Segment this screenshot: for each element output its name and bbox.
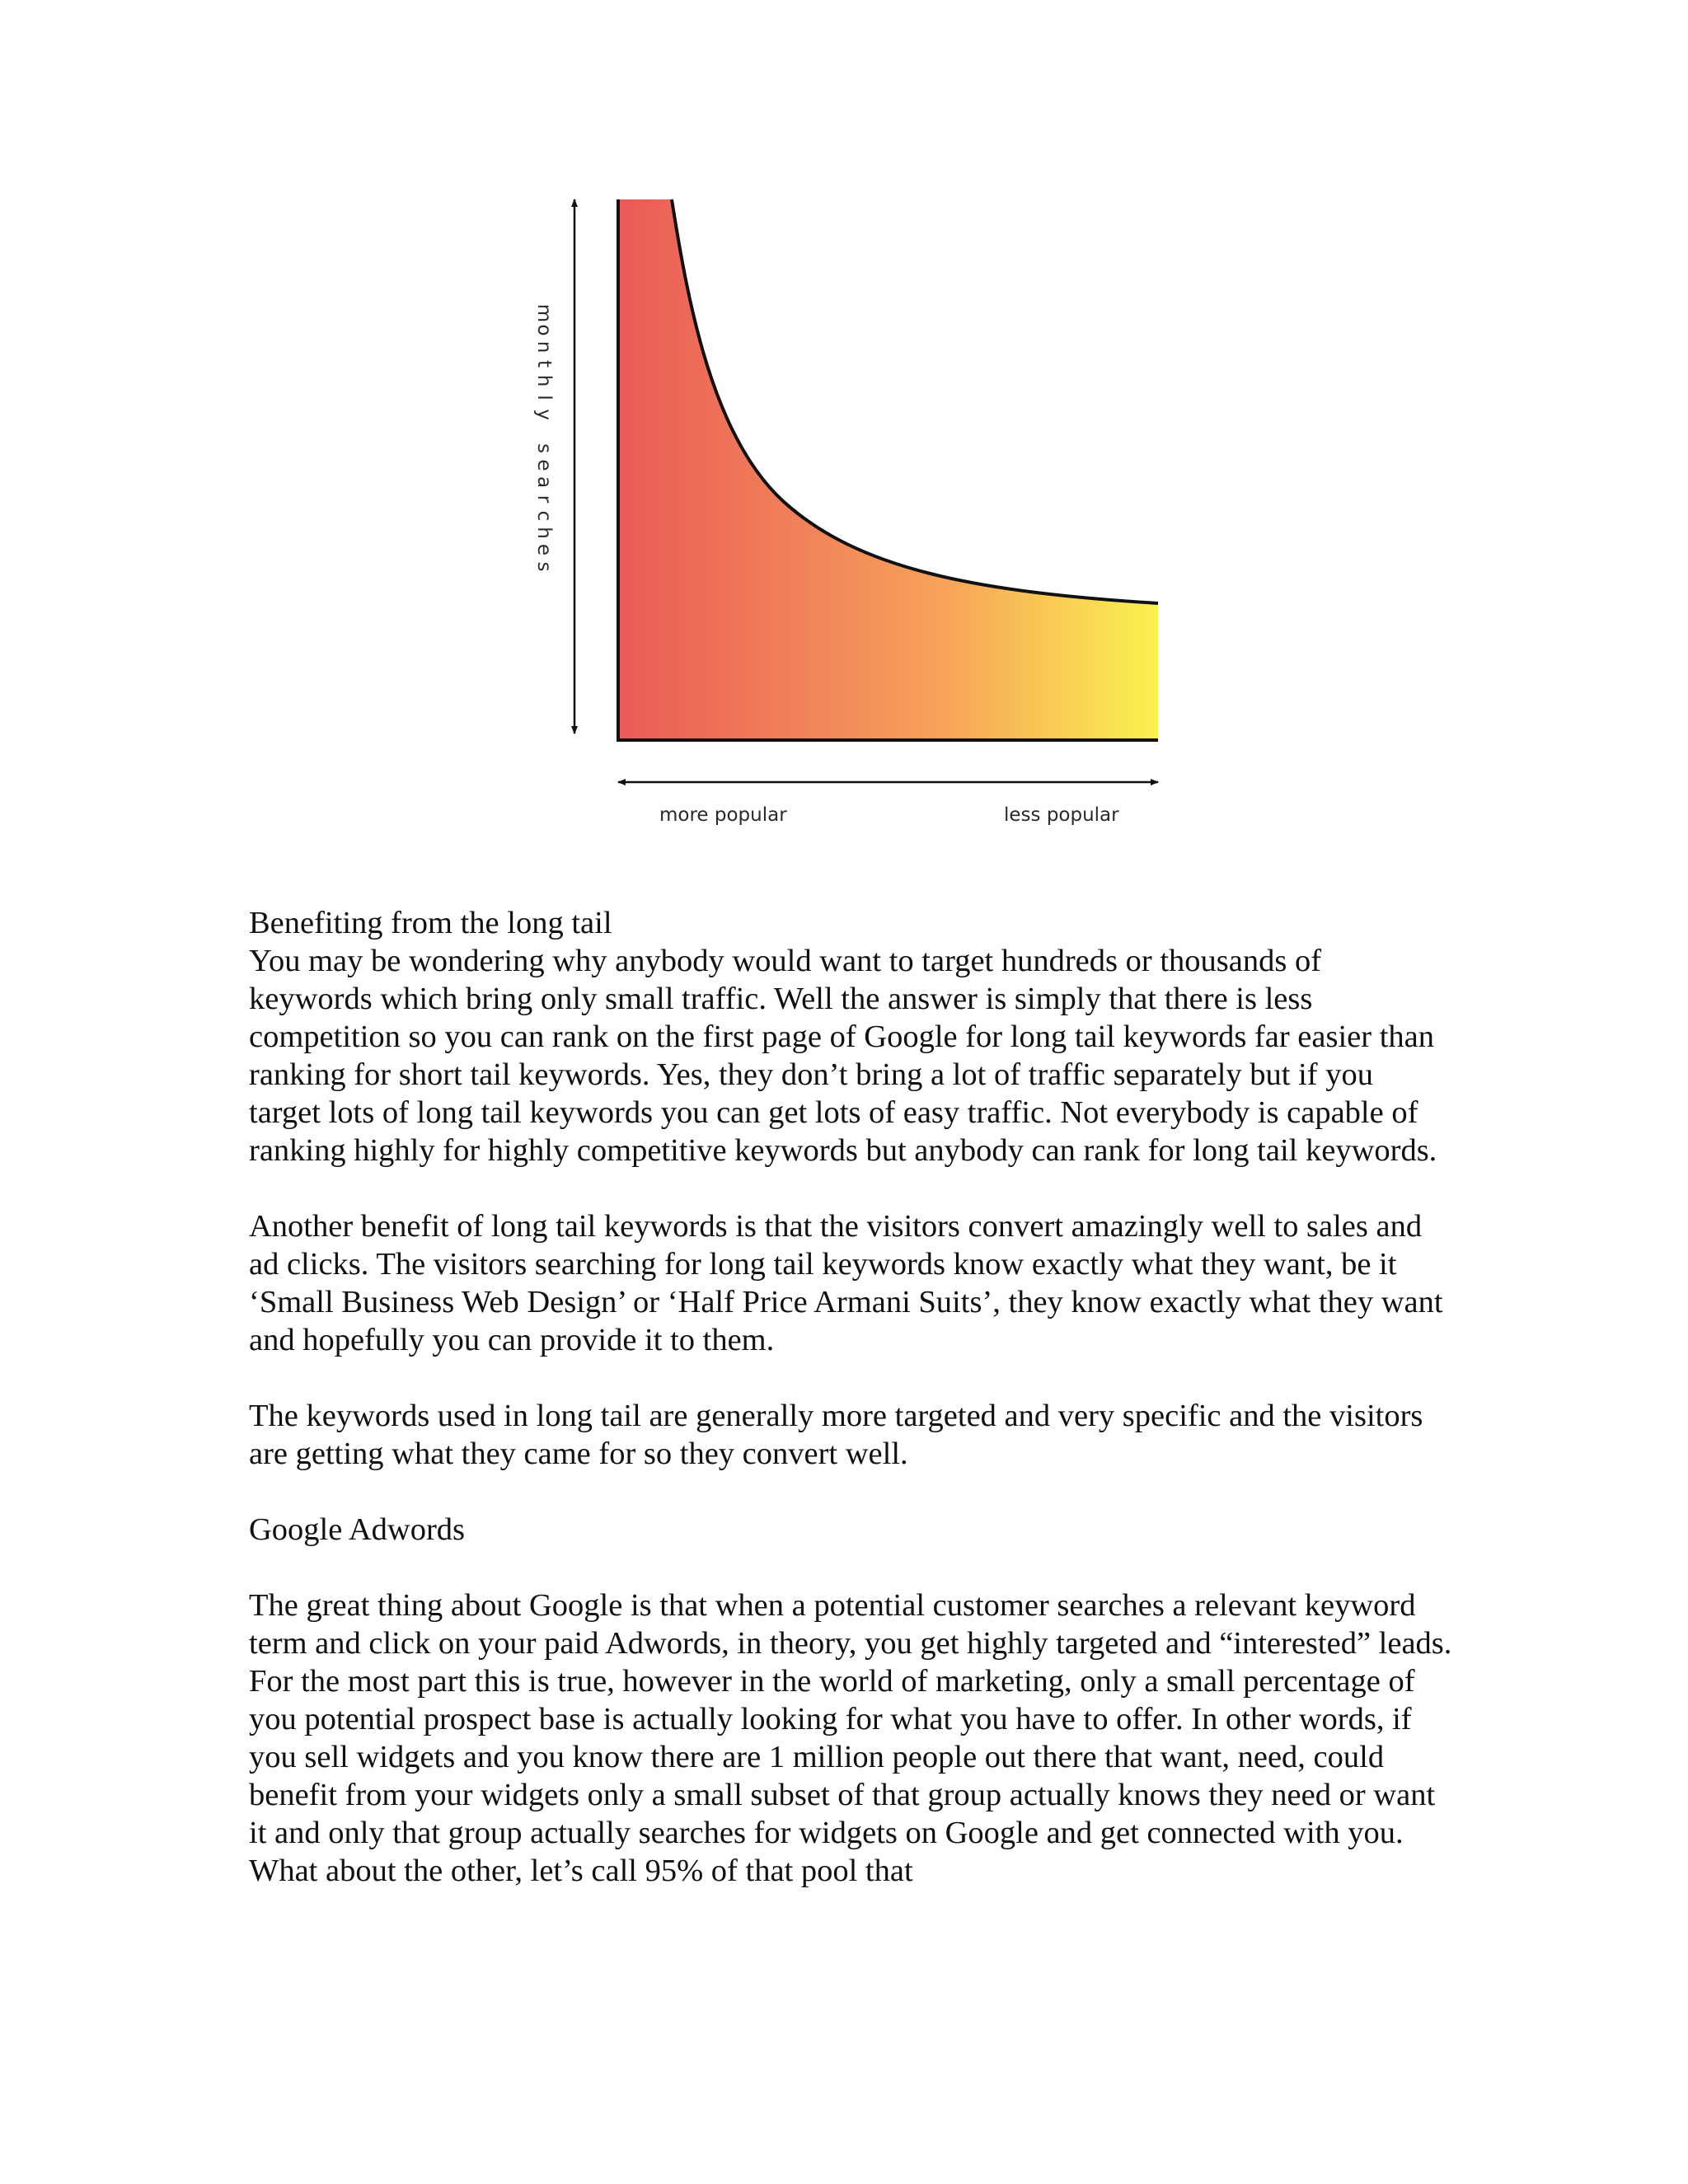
y-axis-label (533, 304, 555, 572)
y-axis-label-letter: y (533, 409, 555, 420)
y-axis-label-letter: m (533, 303, 555, 323)
long-tail-figure (511, 181, 1170, 841)
paragraph: You may be wondering why anybody would want to target hundreds or thousands of keywords which bring only small traffic. Well the answer is simply that there is less competition so you can rank on the first page of Google for long tail keywords far easier than ranking for short tail keywords. Yes, they don’t bring a lot of traffic separately but if you target lots of long tail keywords you can get lots of easy traffic. Not everybody is capable of ranking highly for highly competitive keywords but anybody can rank for long tail keywords. (249, 944, 1437, 1168)
y-axis-label-letter: n (533, 340, 555, 354)
section-heading-long-tail: Benefiting from the long tail (249, 906, 612, 940)
x-label-more-popular: more popular (659, 804, 787, 826)
y-axis-label-letter: s (533, 443, 555, 453)
y-axis-label-letter: c (533, 510, 555, 522)
y-axis-label-letter: l (533, 395, 555, 401)
y-axis-label-letter: e (533, 543, 555, 556)
paragraph: The great thing about Google is that when a potential customer searches a relevant keyword term and click on your paid Adwords, in theory, you get highly targeted and “interested” leads. For the most part this is true, however in the world of marketing, only a small percentage of you potential prospect base is actually looking for what you have to offer. In other words, if you sell widgets and you know there are 1 million people out there that want, need, could benefit from your widgets only a small subset of that group actually knows they need or want it and only that group actually searches for widgets on Google and get connected with you. What about the other, let’s call 95% of that pool that (249, 1588, 1452, 1888)
y-axis-label-letter: t (533, 359, 555, 368)
section-heading-google-adwords: Google Adwords (249, 1512, 465, 1547)
y-axis-label-letter: h (533, 374, 555, 387)
y-axis-label-letter: h (533, 527, 555, 539)
paragraph: The keywords used in long tail are generally more targeted and very specific and the visitors are getting what they came for so they convert well. (249, 1399, 1423, 1471)
long-tail-area (618, 199, 1158, 740)
y-axis-label-letter: e (533, 459, 555, 471)
y-axis-label-letter: r (533, 494, 555, 504)
x-label-less-popular: less popular (1004, 804, 1119, 826)
document-body (249, 904, 1452, 1890)
y-axis-label-letter: a (533, 476, 555, 489)
y-axis-label-letter: s (533, 561, 555, 572)
y-axis-label-letter: o (533, 324, 555, 336)
paragraph: Another benefit of long tail keywords is that the visitors convert amazingly well to sales and ad clicks. The visitors searching for long tail keywords know exactly what they want, be it ‘Small Business Web Design’ or ‘Half Price Armani Suits’, they know exactly what they want and hopefully you can provide it to them. (249, 1209, 1443, 1357)
